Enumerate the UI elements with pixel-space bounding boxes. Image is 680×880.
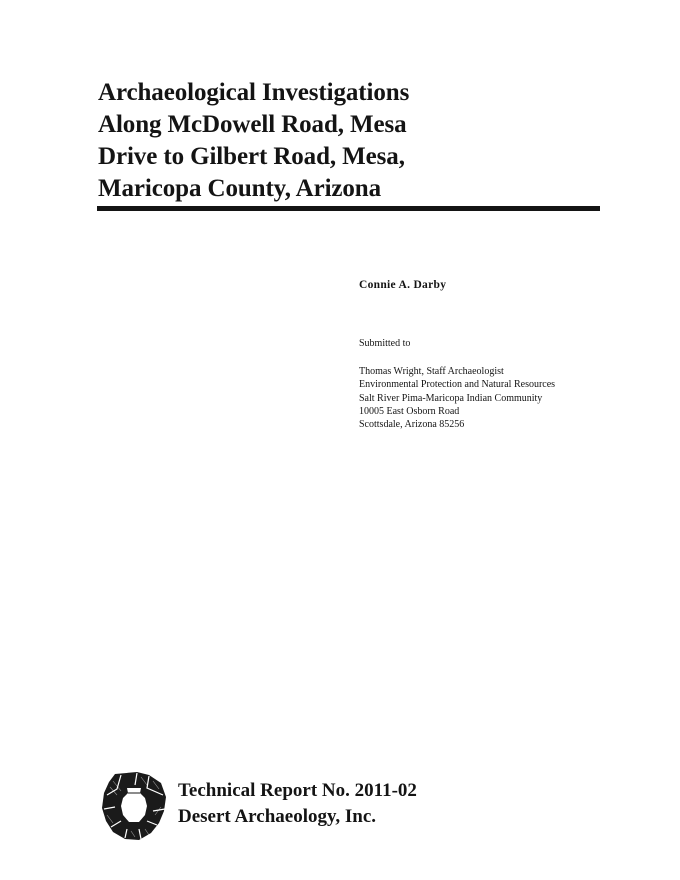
report-title <box>98 77 598 205</box>
recipient-line-5: Scottsdale, Arizona 85256 <box>359 419 465 431</box>
recipient-address-block <box>359 365 555 431</box>
technical-report-number: Technical Report No. 2011-02 <box>178 780 417 801</box>
author-name: Connie A. Darby <box>359 279 447 291</box>
recipient-line-1: Thomas Wright, Staff Archaeologist <box>359 366 504 377</box>
recipient-line-4: 10005 East Osborn Road <box>359 405 460 417</box>
title-divider-rule <box>97 206 600 211</box>
publisher-name: Desert Archaeology, Inc. <box>178 806 377 827</box>
submitted-to-label: Submitted to <box>359 338 411 349</box>
report-title-line-2: Along McDowell Road, Mesa <box>98 111 407 138</box>
report-title-line-3: Drive to Gilbert Road, Mesa, <box>98 143 405 170</box>
recipient-line-3: Salt River Pima-Maricopa Indian Community <box>359 392 543 404</box>
report-title-line-4: Maricopa County, Arizona <box>98 175 382 202</box>
desert-archaeology-pot-logo-icon <box>101 771 167 841</box>
report-info <box>178 778 417 830</box>
recipient-line-2: Environmental Protection and Natural Resources <box>359 379 556 391</box>
report-title-line-1: Archaeological Investigations <box>98 79 410 106</box>
